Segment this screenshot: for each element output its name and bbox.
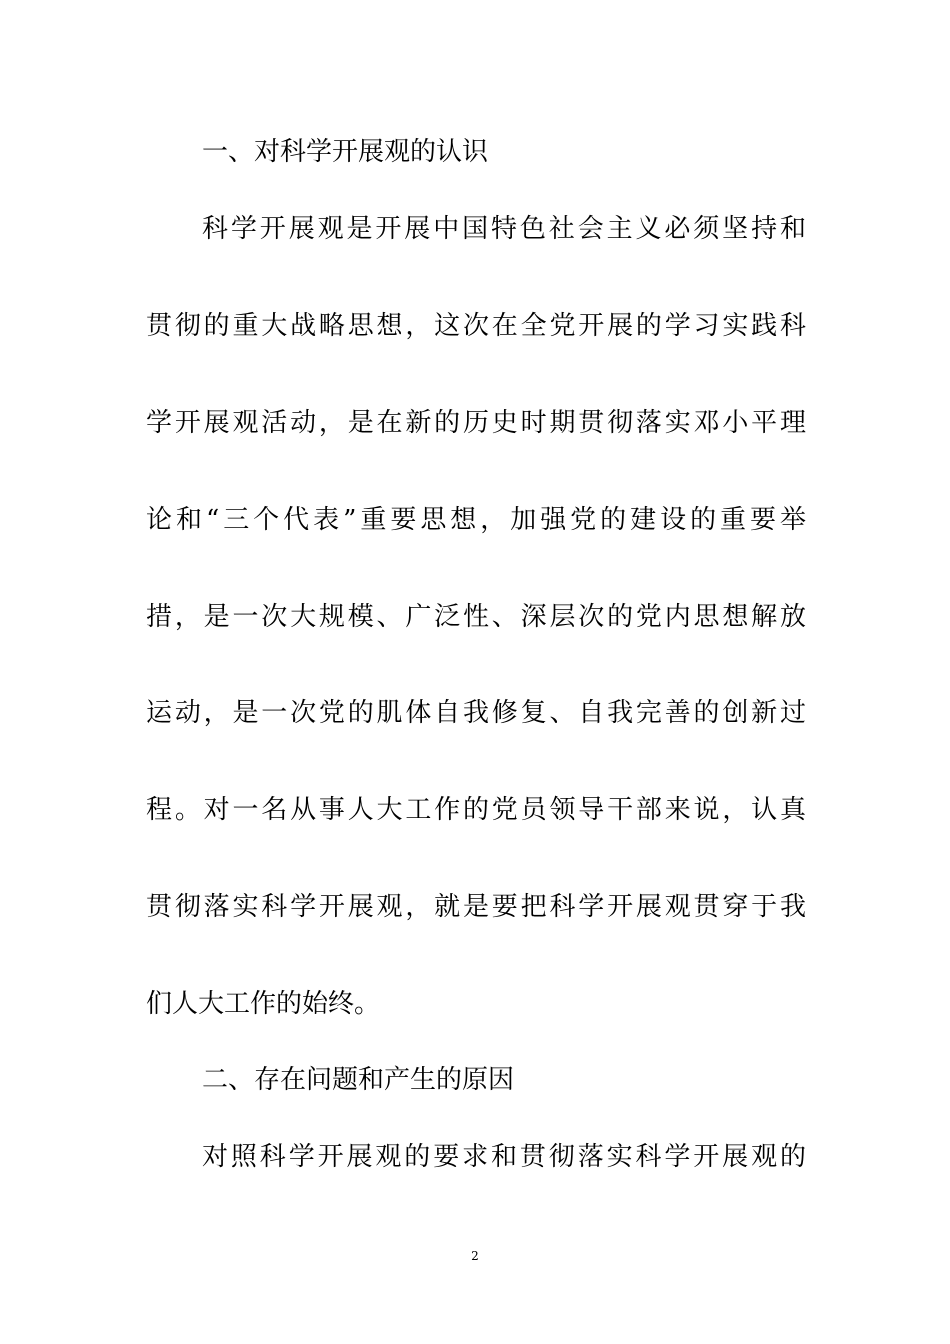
paragraph-1-line-9: 们人大工作的始终。 <box>146 989 381 1019</box>
paragraph-1-line-1: 科学开展观是开展中国特色社会主义必须坚持和 <box>202 214 806 244</box>
page-number: 2 <box>471 1249 479 1263</box>
paragraph-1-line-3: 学开展观活动，是在新的历史时期贯彻落实邓小平理 <box>146 408 806 438</box>
paragraph-1-line-8: 贯彻落实科学开展观，就是要把科学开展观贯穿于我 <box>146 892 806 922</box>
section-heading-1: 一、对科学开展观的认识 <box>202 137 489 167</box>
paragraph-1-line-4: 论和“三个代表”重要思想，加强党的建设的重要举 <box>146 505 806 535</box>
paragraph-1-line-2: 贯彻的重大战略思想，这次在全党开展的学习实践科 <box>146 311 806 341</box>
paragraph-1-line-5: 措，是一次大规模、广泛性、深层次的党内思想解放 <box>146 602 806 632</box>
section-heading-2: 二、存在问题和产生的原因 <box>202 1065 515 1095</box>
paragraph-1-line-6: 运动，是一次党的肌体自我修复、自我完善的创新过 <box>146 698 806 728</box>
paragraph-2-line-1: 对照科学开展观的要求和贯彻落实科学开展观的 <box>202 1142 806 1172</box>
paragraph-1-line-7: 程。对一名从事人大工作的党员领导干部来说，认真 <box>146 795 806 825</box>
